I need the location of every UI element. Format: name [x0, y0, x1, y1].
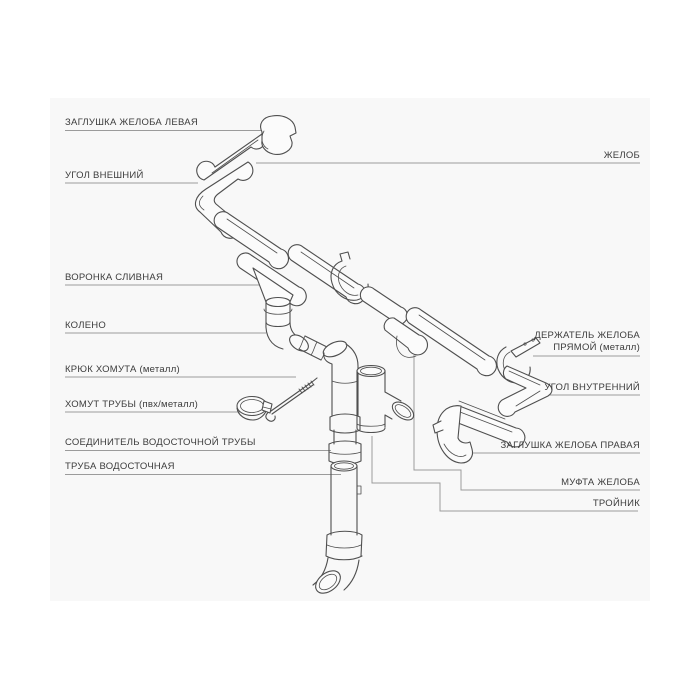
- part-downpipe-coupling-bottom: [326, 531, 362, 560]
- part-clamp-hook: [266, 378, 317, 421]
- label-drain-funnel: ВОРОНКА СЛИВНАЯ: [65, 272, 164, 283]
- label-elbow: КОЛЕНО: [65, 320, 107, 331]
- label-tee: ТРОЙНИК: [592, 498, 640, 509]
- part-gutter-end-cap-left: [261, 116, 296, 155]
- part-outlet-shoe: [311, 558, 359, 598]
- part-elbow-2: [321, 338, 358, 372]
- label-inner-corner: УГОЛ ВНУТРЕННИЙ: [544, 382, 640, 393]
- label-gutter-bracket-line2: ПРЯМОЙ (металл): [553, 342, 640, 353]
- part-downpipe-upper: [330, 372, 360, 444]
- label-gutter-end-cap-right: ЗАГЛУШКА ЖЕЛОБА ПРАВАЯ: [500, 440, 640, 451]
- part-downpipe: [331, 461, 361, 535]
- label-gutter-end-cap-left: ЗАГЛУШКА ЖЕЛОБА ЛЕВАЯ: [65, 117, 198, 128]
- label-downpipe-connector: СОЕДИНИТЕЛЬ ВОДОСТОЧНОЙ ТРУБЫ: [65, 437, 256, 448]
- label-clamp-hook-metal: КРЮК ХОМУТА (металл): [65, 364, 180, 375]
- part-gutter-section-3: [360, 287, 407, 325]
- label-pipe-clamp: ХОМУТ ТРУБЫ (пвх/металл): [65, 399, 199, 410]
- label-gutter-bracket-line1: ДЕРЖАТЕЛЬ ЖЕЛОБА: [534, 330, 640, 341]
- label-gutter: ЖЕЛОБ: [603, 150, 640, 161]
- part-elbow: [266, 322, 311, 354]
- label-gutter-bracket-straight-metal: [534, 330, 640, 354]
- part-tee: [357, 366, 417, 433]
- part-pipe-clamp: [237, 397, 272, 421]
- label-gutter-coupling: МУФТА ЖЕЛОБА: [561, 477, 640, 488]
- label-downpipe: ТРУБА ВОДОСТОЧНАЯ: [65, 461, 175, 472]
- label-outer-corner: УГОЛ ВНЕШНИЙ: [65, 170, 144, 181]
